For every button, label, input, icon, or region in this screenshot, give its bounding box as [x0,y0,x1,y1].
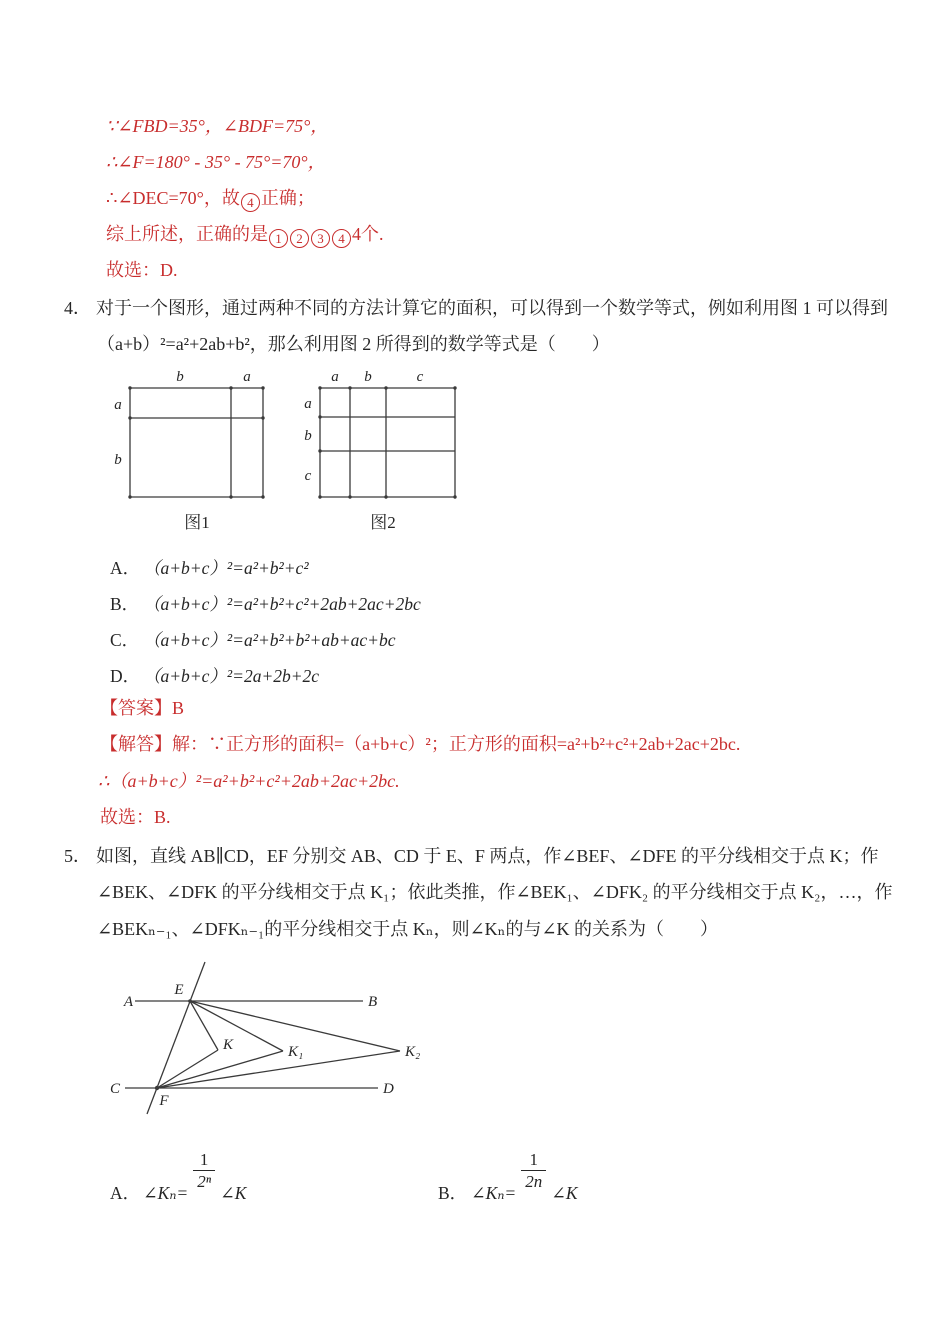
q5-option-a [110,1150,246,1205]
q4-option-d-letter: D． [110,666,141,686]
solution-line-4-tail: 4个. [352,224,384,244]
fig1-top-label-a: a [243,369,251,385]
fig2-top-label-a: a [331,369,339,385]
q5-label-K: K [223,1037,234,1053]
q5-option-b-rhs: ∠K [551,1183,578,1203]
q5-option-a-fraction [193,1150,215,1192]
q5-option-a-letter: A． [110,1183,141,1203]
q4-option-b-text: （a+b+c）²=a²+b²+c²+2ab+2ac+2bc [143,594,421,614]
fig2-top-label-c: c [416,369,424,385]
circled-number-4b: 4 [332,229,351,248]
q4-explain-line-1: 【解答】解：∵正方形的面积=（a+b+c）²；正方形的面积=a²+b²+c²+2ab+2ac+2bc. [100,734,741,754]
q4-option-d-text: （a+b+c）²=2a+2b+2c [143,666,320,686]
q4-option-b-letter: B． [110,594,140,614]
q5-label-E: E [174,982,184,998]
q5-label-C: C [109,1081,120,1097]
fig2-left-label-b: b [304,428,312,444]
q5-label-F: F [159,1093,169,1109]
q4-option-a-text: （a+b+c）²=a²+b²+c² [143,558,309,578]
q5-option-b-letter: B． [438,1183,468,1203]
fig2-left-label-a: a [304,396,312,412]
question-4-stem-line-1: 对于一个图形，通过两种不同的方法计算它的面积，可以得到一个数学等式，例如利用图 1 可以得到 [96,298,888,318]
question-4-stem-line-2: （a+b）²=a²+2ab+b²，那么利用图 2 所得到的数学等式是（ ） [97,334,610,354]
question-5-stem-line-2: ∠BEK、∠DFK 的平分线相交于点 K₁；依此类推，作∠BEK₁、∠DFK₂ 的平分线相交于点 K₂，…，作 [97,882,893,902]
q4-option-c-text: （a+b+c）²=a²+b²+b²+ab+ac+bc [143,630,396,650]
q5-geometry-figure [95,955,425,1125]
q4-option-d [110,664,319,688]
q5-option-b-frac-numerator: 1 [529,1150,538,1169]
solution-line-4-text: 综上所述，正确的是 [106,224,268,244]
q5-label-D: D [383,1081,394,1097]
q5-option-a-frac-numerator: 1 [199,1150,209,1169]
q5-option-a-rhs: ∠K [220,1183,247,1203]
circled-number-4: 4 [241,193,260,212]
q4-option-a-letter: A． [110,558,141,578]
question-5-number: 5． [64,846,91,866]
question-5-stem-line-3: ∠BEKₙ₋₁、∠DFKₙ₋₁的平分线相交于点 Kₙ，则∠Kₙ的与∠K 的关系为（ ） [97,919,719,939]
q5-label-B: B [368,994,378,1010]
fig1-top-label-b: b [176,369,184,385]
q5-option-a-frac-denominator: 2ⁿ [193,1170,215,1192]
circled-number-1: 1 [269,229,288,248]
q4-option-c [110,628,396,652]
solution-answer-choice: 故选：D. [106,260,178,280]
solution-line-2: ∴∠F=180° - 35° - 75°=70°， [106,152,326,172]
fig2-top-label-b: b [364,369,372,385]
q5-option-a-lhs: ∠Kₙ= [143,1183,189,1203]
q5-option-b-lhs: ∠Kₙ= [471,1183,517,1203]
q4-option-a [110,556,309,580]
circled-number-2: 2 [290,229,309,248]
solution-line-3 [106,186,315,212]
question-5-stem-line-1: 如图，直线 AB∥CD，EF 分别交 AB、CD 于 E、F 两点，作∠BEF、∠DFE 的平分线相交于点 K；作 [96,846,879,866]
q5-label-K2: K₂ [405,1044,421,1060]
q4-answer-choice: 故选：B. [100,807,171,827]
figure-1-diagram [108,368,283,508]
q4-answer: 【答案】B [100,698,185,718]
fig2-left-label-c: c [304,468,312,484]
question-4-number: 4． [64,298,91,318]
q5-label-A: A [123,994,133,1010]
q4-option-c-letter: C． [110,630,140,650]
fig1-left-label-b: b [114,452,122,468]
solution-line-3-tail: 正确； [260,188,315,208]
q4-explain-line-2: ∴（a+b+c）²=a²+b²+c²+2ab+2ac+2bc. [98,771,400,791]
fig1-left-label-a: a [114,397,122,413]
q5-label-K1: K₁ [288,1044,304,1060]
figure-2-caption: 图2 [370,513,396,532]
q5-option-b-frac-denominator: 2n [521,1170,546,1192]
solution-line-3-text: ∴∠DEC=70°，故 [106,188,240,208]
solution-line-4 [106,222,384,248]
figure-2-diagram [298,368,478,508]
circled-number-3: 3 [311,229,330,248]
q5-option-b [438,1150,578,1205]
solution-line-1: ∵∠FBD=35°，∠BDF=75°， [106,116,329,136]
q4-option-b [110,592,421,616]
figure-1-caption: 图1 [184,513,210,532]
q5-option-b-fraction [521,1150,546,1192]
